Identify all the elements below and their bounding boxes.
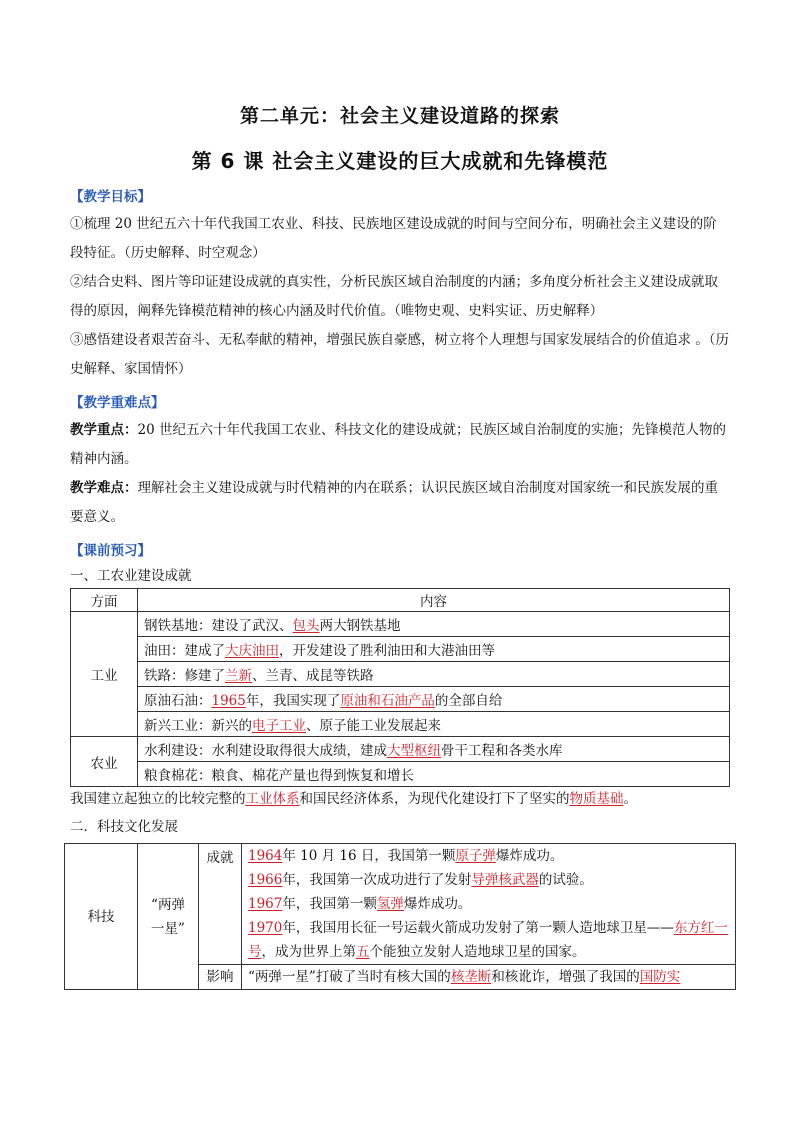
table-cell: 钢铁基地：建设了武汉、包头两大钢铁基地 — [138, 612, 730, 637]
difficulty-paragraph — [70, 474, 730, 532]
key-points-heading: 【教学重难点】 — [70, 395, 165, 411]
table-cell: 油田：建成了大庆油田，开发建设了胜利油田和大港油田等 — [138, 637, 730, 662]
table-cell: 水利建设：水利建设取得很大成绩，建成大型枢纽骨干工程和各类水库 — [138, 737, 730, 762]
table-row — [71, 612, 730, 637]
achievement-line: 1966年，我国第一次成功进行了发射导弹核武器的试验。 — [248, 872, 593, 888]
document-page — [70, 100, 730, 990]
table-cell: 粮食棉花：粮食、棉花产量也得到恢复和增长 — [138, 762, 730, 787]
achieve-label: 成就 — [199, 844, 242, 965]
difficulty-text: 理解社会主义建设成就与时代精神的内在联系；认识民族区域自治制度对国家统一和民族发展的重要意义。 — [70, 480, 718, 525]
summary-line: 我国建立起独立的比较完整的工业体系和国民经济体系，为现代化建设打下了坚实的物质基础。 — [70, 791, 637, 807]
table-row — [71, 637, 730, 662]
table-header: 内容 — [138, 589, 730, 612]
achievement-line: 1970年，我国用长征一号运载火箭成功发射了第一颗人造地球卫星——东方红一号，成为世界上第五个能独立发射人造地球卫星的国家。 — [248, 920, 728, 960]
goal-item-1: ①梳理 20 世纪五六十年代我国工农业、科技、民族地区建设成就的时间与空间分布，明确社会主义建设的阶段特征。（历史解释、时空观念） — [70, 216, 717, 261]
table-cell: 铁路：修建了兰新、兰青、成昆等铁路 — [138, 662, 730, 687]
lesson-title: 第 6 课 社会主义建设的巨大成就和先锋模范 — [191, 149, 609, 173]
achievement-line: 1964年 10 月 16 日，我国第一颗原子弹爆炸成功。 — [248, 848, 564, 864]
focus-text: 20 世纪五六十年代我国工农业、科技文化的建设成就；民族区域自治制度的实施；先锋模范人物的精神内涵。 — [70, 422, 726, 467]
science-area-cell: 科技 — [65, 844, 138, 990]
two-bombs-cell: “两弹一星” — [138, 844, 199, 990]
table-row — [71, 662, 730, 687]
table-header-row — [71, 589, 730, 612]
achievement-cell — [242, 844, 736, 965]
agri-cell: 农业 — [71, 737, 138, 787]
achievement-line: 1967年，我国第一颗氢弹爆炸成功。 — [248, 896, 472, 912]
table-cell: 原油石油：1965年，我国实现了原油和石油产品的全部自给 — [138, 687, 730, 712]
science-table — [64, 843, 736, 990]
table-cell: 新兴工业：新兴的电子工业、原子能工业发展起来 — [138, 712, 730, 737]
table-row — [71, 712, 730, 737]
focus-paragraph — [70, 416, 730, 474]
industry-cell: 工业 — [71, 612, 138, 737]
goals-heading: 【教学目标】 — [70, 189, 151, 205]
table-header: 方面 — [71, 589, 138, 612]
goal-item-2: ②结合史料、图片等印证建设成就的真实性，分析民族区域自治制度的内涵；多角度分析社会主义建设成就取得的原因，阐释先锋模范精神的核心内涵及时代价值。（唯物史观、史料实证、历史解释） — [70, 274, 718, 319]
part2-title: 二．科技文化发展 — [70, 819, 178, 835]
difficulty-label: 教学难点： — [70, 480, 138, 496]
table-row — [71, 762, 730, 787]
industry-agri-table — [70, 588, 730, 787]
table-row — [71, 737, 730, 762]
unit-title: 第二单元：社会主义建设道路的探索 — [239, 105, 560, 127]
goal-item-3: ③感悟建设者艰苦奋斗、无私奉献的精神，增强民族自豪感，树立将个人理想与国家发展结合的价值追求 。（历史解释、家国情怀） — [70, 332, 730, 377]
table-row — [65, 844, 736, 965]
impact-label: 影响 — [199, 965, 242, 990]
preview-heading: 【课前预习】 — [70, 543, 151, 559]
part1-title: 一、工农业建设成就 — [70, 568, 192, 584]
focus-label: 教学重点： — [70, 422, 138, 438]
impact-cell: “两弹一星”打破了当时有核大国的核垄断和核讹诈，增强了我国的国防实 — [242, 965, 736, 990]
table-row — [71, 687, 730, 712]
